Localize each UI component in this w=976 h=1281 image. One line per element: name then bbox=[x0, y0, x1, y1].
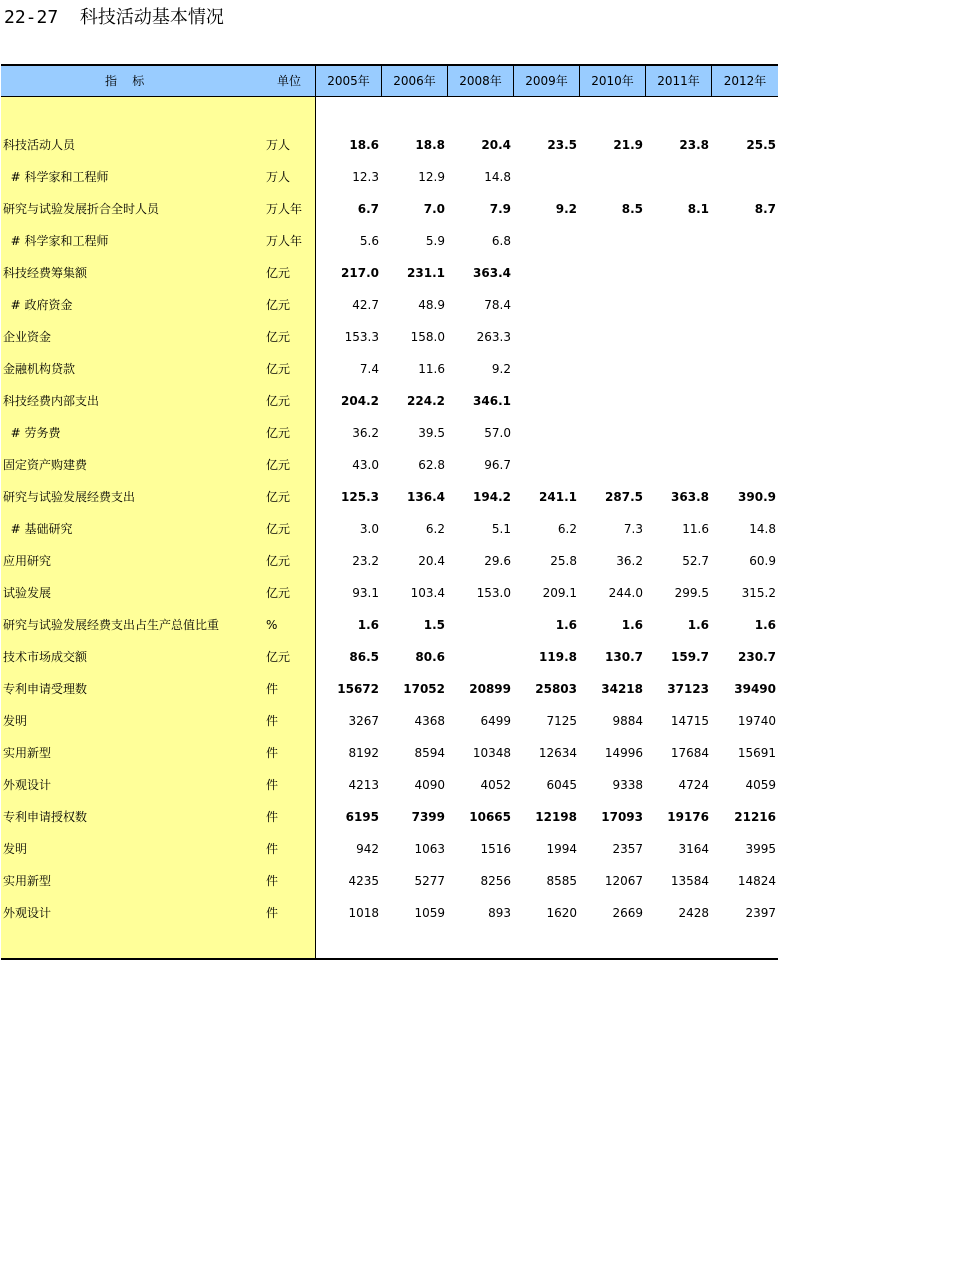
row-value: 29.6 bbox=[484, 554, 511, 568]
row-value: 1620 bbox=[546, 906, 577, 920]
table-row bbox=[1, 353, 778, 385]
table-row bbox=[1, 417, 778, 449]
row-unit: 亿元 bbox=[266, 394, 291, 408]
row-indicator: 实用新型 bbox=[3, 746, 52, 760]
row-value: 21216 bbox=[734, 810, 776, 824]
row-value: 390.9 bbox=[738, 490, 776, 504]
row-value: 52.7 bbox=[682, 554, 709, 568]
row-value: 119.8 bbox=[539, 650, 577, 664]
row-value: 7.4 bbox=[359, 362, 379, 376]
row-value: 2428 bbox=[678, 906, 709, 920]
row-value: 158.0 bbox=[410, 330, 445, 344]
row-unit: 万人 bbox=[266, 170, 291, 184]
row-value: 6499 bbox=[480, 714, 511, 728]
row-value: 363.4 bbox=[473, 266, 511, 280]
row-value: 6045 bbox=[546, 778, 577, 792]
header-year: 2008年 bbox=[447, 64, 513, 97]
row-value: 18.6 bbox=[349, 138, 379, 152]
row-value: 4235 bbox=[348, 874, 379, 888]
row-value: 2357 bbox=[612, 842, 643, 856]
row-value: 299.5 bbox=[674, 586, 709, 600]
row-indicator: 实用新型 bbox=[3, 874, 52, 888]
row-value: 3164 bbox=[678, 842, 709, 856]
row-value: 18.8 bbox=[415, 138, 445, 152]
row-value: 3267 bbox=[348, 714, 379, 728]
row-unit: 亿元 bbox=[266, 586, 291, 600]
row-indicator: 外观设计 bbox=[3, 778, 52, 792]
row-value: 80.6 bbox=[415, 650, 445, 664]
row-value: 1059 bbox=[414, 906, 445, 920]
row-value: 4213 bbox=[348, 778, 379, 792]
row-value: 2397 bbox=[745, 906, 776, 920]
row-value: 9884 bbox=[612, 714, 643, 728]
data-table bbox=[1, 64, 778, 960]
row-indicator: 固定资产购建费 bbox=[3, 458, 88, 472]
row-indicator: 科技经费内部支出 bbox=[3, 394, 100, 408]
row-value: 5.1 bbox=[491, 522, 511, 536]
row-indicator: # 科学家和工程师 bbox=[3, 234, 109, 248]
row-value: 14715 bbox=[670, 714, 709, 728]
row-value: 153.3 bbox=[344, 330, 379, 344]
row-indicator: 发明 bbox=[3, 842, 28, 856]
row-value: 62.8 bbox=[418, 458, 445, 472]
header-year: 2012年 bbox=[711, 64, 778, 97]
row-unit: 件 bbox=[266, 746, 279, 760]
row-unit: 亿元 bbox=[266, 426, 291, 440]
row-value: 6.8 bbox=[491, 234, 511, 248]
row-value: 6.7 bbox=[357, 202, 379, 216]
table-row bbox=[1, 833, 778, 865]
row-value: 20.4 bbox=[418, 554, 445, 568]
row-unit: 万人 bbox=[266, 138, 291, 152]
table-row bbox=[1, 545, 778, 577]
row-value: 893 bbox=[488, 906, 511, 920]
row-value: 5.9 bbox=[425, 234, 445, 248]
row-value: 39490 bbox=[734, 682, 776, 696]
table-row bbox=[1, 705, 778, 737]
row-value: 363.8 bbox=[671, 490, 709, 504]
row-value: 23.8 bbox=[679, 138, 709, 152]
row-indicator: 外观设计 bbox=[3, 906, 52, 920]
row-value: 48.9 bbox=[418, 298, 445, 312]
row-value: 244.0 bbox=[608, 586, 643, 600]
header-year: 2006年 bbox=[381, 64, 447, 97]
table-row bbox=[1, 257, 778, 289]
row-value: 14996 bbox=[604, 746, 643, 760]
row-value: 39.5 bbox=[418, 426, 445, 440]
row-indicator: # 基础研究 bbox=[3, 522, 73, 536]
row-unit: 亿元 bbox=[266, 458, 291, 472]
row-value: 20.4 bbox=[481, 138, 511, 152]
row-value: 287.5 bbox=[605, 490, 643, 504]
row-value: 136.4 bbox=[407, 490, 445, 504]
row-value: 7125 bbox=[546, 714, 577, 728]
header-year: 2009年 bbox=[513, 64, 579, 97]
row-value: 8.5 bbox=[621, 202, 643, 216]
row-value: 23.2 bbox=[352, 554, 379, 568]
row-value: 11.6 bbox=[682, 522, 709, 536]
row-value: 21.9 bbox=[613, 138, 643, 152]
row-unit: 件 bbox=[266, 682, 279, 696]
row-unit: 件 bbox=[266, 810, 279, 824]
page-title: 22-27 科技活动基本情况 bbox=[4, 7, 224, 28]
row-value: 93.1 bbox=[352, 586, 379, 600]
row-unit: 亿元 bbox=[266, 490, 291, 504]
table-row bbox=[1, 321, 778, 353]
row-value: 19740 bbox=[737, 714, 776, 728]
row-value: 8585 bbox=[546, 874, 577, 888]
row-value: 1018 bbox=[348, 906, 379, 920]
row-unit: 件 bbox=[266, 842, 279, 856]
table-row bbox=[1, 577, 778, 609]
row-value: 153.0 bbox=[476, 586, 511, 600]
row-value: 4090 bbox=[414, 778, 445, 792]
row-value: 3995 bbox=[745, 842, 776, 856]
row-value: 37123 bbox=[667, 682, 709, 696]
row-value: 194.2 bbox=[473, 490, 511, 504]
row-value: 1.5 bbox=[423, 618, 445, 632]
row-value: 4368 bbox=[414, 714, 445, 728]
row-value: 12634 bbox=[538, 746, 577, 760]
row-value: 78.4 bbox=[484, 298, 511, 312]
table-row bbox=[1, 897, 778, 929]
row-value: 8.1 bbox=[687, 202, 709, 216]
row-unit: 亿元 bbox=[266, 330, 291, 344]
table-row bbox=[1, 673, 778, 705]
row-value: 36.2 bbox=[352, 426, 379, 440]
row-indicator: 金融机构贷款 bbox=[3, 362, 76, 376]
table-row bbox=[1, 609, 778, 641]
table-row bbox=[1, 481, 778, 513]
row-value: 4052 bbox=[480, 778, 511, 792]
row-value: 4724 bbox=[678, 778, 709, 792]
row-value: 9.2 bbox=[555, 202, 577, 216]
header-unit: 单位 bbox=[277, 74, 302, 88]
row-value: 1.6 bbox=[687, 618, 709, 632]
row-unit: 件 bbox=[266, 906, 279, 920]
row-value: 263.3 bbox=[476, 330, 511, 344]
table-row bbox=[1, 193, 778, 225]
row-value: 86.5 bbox=[349, 650, 379, 664]
row-value: 15672 bbox=[337, 682, 379, 696]
row-value: 10665 bbox=[469, 810, 511, 824]
row-value: 209.1 bbox=[542, 586, 577, 600]
row-value: 19176 bbox=[667, 810, 709, 824]
row-indicator: 科技经费筹集额 bbox=[3, 266, 88, 280]
row-indicator: 发明 bbox=[3, 714, 28, 728]
row-unit: % bbox=[266, 618, 278, 632]
row-value: 1.6 bbox=[754, 618, 776, 632]
row-value: 1.6 bbox=[357, 618, 379, 632]
table-row bbox=[1, 129, 778, 161]
row-value: 2669 bbox=[612, 906, 643, 920]
row-value: 23.5 bbox=[547, 138, 577, 152]
row-value: 159.7 bbox=[671, 650, 709, 664]
row-unit: 亿元 bbox=[266, 298, 291, 312]
table-row bbox=[1, 737, 778, 769]
row-value: 57.0 bbox=[484, 426, 511, 440]
row-indicator: 专利申请授权数 bbox=[3, 810, 88, 824]
row-value: 8594 bbox=[414, 746, 445, 760]
row-indicator: 技术市场成交额 bbox=[3, 650, 88, 664]
table-row bbox=[1, 161, 778, 193]
header-year: 2005年 bbox=[315, 64, 381, 97]
row-value: 1994 bbox=[546, 842, 577, 856]
row-value: 25.8 bbox=[550, 554, 577, 568]
row-value: 1063 bbox=[414, 842, 445, 856]
row-unit: 件 bbox=[266, 714, 279, 728]
row-unit: 万人年 bbox=[266, 234, 303, 248]
row-value: 60.9 bbox=[749, 554, 776, 568]
row-value: 17093 bbox=[601, 810, 643, 824]
row-value: 9.2 bbox=[491, 362, 511, 376]
row-value: 217.0 bbox=[341, 266, 379, 280]
row-value: 7.3 bbox=[623, 522, 643, 536]
row-indicator: 研究与试验发展经费支出占生产总值比重 bbox=[3, 618, 220, 632]
header-year: 2011年 bbox=[645, 64, 711, 97]
row-value: 9338 bbox=[612, 778, 643, 792]
table-row bbox=[1, 769, 778, 801]
row-value: 25.5 bbox=[746, 138, 776, 152]
row-value: 7.0 bbox=[423, 202, 445, 216]
table-row bbox=[1, 289, 778, 321]
row-value: 20899 bbox=[469, 682, 511, 696]
row-value: 12.9 bbox=[418, 170, 445, 184]
row-value: 1.6 bbox=[555, 618, 577, 632]
row-unit: 亿元 bbox=[266, 650, 291, 664]
row-value: 130.7 bbox=[605, 650, 643, 664]
row-value: 17052 bbox=[403, 682, 445, 696]
row-unit: 万人年 bbox=[266, 202, 303, 216]
row-value: 25803 bbox=[535, 682, 577, 696]
row-value: 8256 bbox=[480, 874, 511, 888]
row-value: 14.8 bbox=[484, 170, 511, 184]
row-value: 36.2 bbox=[616, 554, 643, 568]
row-unit: 亿元 bbox=[266, 522, 291, 536]
row-value: 96.7 bbox=[484, 458, 511, 472]
table-row bbox=[1, 865, 778, 897]
row-value: 224.2 bbox=[407, 394, 445, 408]
row-value: 15691 bbox=[737, 746, 776, 760]
table-row bbox=[1, 801, 778, 833]
row-value: 42.7 bbox=[352, 298, 379, 312]
header-indicator-unit-cell bbox=[1, 64, 315, 97]
row-value: 1.6 bbox=[621, 618, 643, 632]
row-value: 7.9 bbox=[489, 202, 511, 216]
row-unit: 亿元 bbox=[266, 266, 291, 280]
table-row bbox=[1, 225, 778, 257]
row-indicator: # 政府资金 bbox=[3, 298, 73, 312]
row-unit: 件 bbox=[266, 874, 279, 888]
row-value: 12.3 bbox=[352, 170, 379, 184]
row-value: 315.2 bbox=[741, 586, 776, 600]
row-value: 241.1 bbox=[539, 490, 577, 504]
row-value: 204.2 bbox=[341, 394, 379, 408]
row-indicator: # 科学家和工程师 bbox=[3, 170, 109, 184]
table-row bbox=[1, 513, 778, 545]
row-value: 3.0 bbox=[359, 522, 379, 536]
row-indicator: # 劳务费 bbox=[3, 426, 61, 440]
row-value: 5277 bbox=[414, 874, 445, 888]
header-year: 2010年 bbox=[579, 64, 645, 97]
row-indicator: 试验发展 bbox=[3, 586, 52, 600]
row-unit: 亿元 bbox=[266, 554, 291, 568]
row-indicator: 科技活动人员 bbox=[3, 138, 76, 152]
row-value: 11.6 bbox=[418, 362, 445, 376]
row-value: 10348 bbox=[472, 746, 511, 760]
row-value: 346.1 bbox=[473, 394, 511, 408]
row-value: 34218 bbox=[601, 682, 643, 696]
row-value: 103.4 bbox=[410, 586, 445, 600]
row-indicator: 研究与试验发展折合全时人员 bbox=[3, 202, 160, 216]
row-value: 13584 bbox=[670, 874, 709, 888]
row-indicator: 研究与试验发展经费支出 bbox=[3, 490, 136, 504]
row-value: 12067 bbox=[604, 874, 643, 888]
row-value: 7399 bbox=[411, 810, 445, 824]
row-indicator: 企业资金 bbox=[3, 330, 52, 344]
row-unit: 亿元 bbox=[266, 362, 291, 376]
row-value: 942 bbox=[356, 842, 379, 856]
row-value: 6195 bbox=[345, 810, 379, 824]
row-value: 1516 bbox=[480, 842, 511, 856]
row-value: 43.0 bbox=[352, 458, 379, 472]
row-value: 17684 bbox=[670, 746, 709, 760]
row-indicator: 专利申请受理数 bbox=[3, 682, 88, 696]
row-unit: 件 bbox=[266, 778, 279, 792]
row-value: 6.2 bbox=[425, 522, 445, 536]
table-row bbox=[1, 641, 778, 673]
row-indicator: 应用研究 bbox=[3, 554, 52, 568]
row-value: 231.1 bbox=[407, 266, 445, 280]
row-value: 125.3 bbox=[341, 490, 379, 504]
row-value: 8.7 bbox=[754, 202, 776, 216]
row-value: 6.2 bbox=[557, 522, 577, 536]
row-value: 5.6 bbox=[359, 234, 379, 248]
row-value: 4059 bbox=[745, 778, 776, 792]
table-row bbox=[1, 385, 778, 417]
row-value: 8192 bbox=[348, 746, 379, 760]
row-value: 14.8 bbox=[749, 522, 776, 536]
row-value: 14824 bbox=[737, 874, 776, 888]
row-value: 12198 bbox=[535, 810, 577, 824]
header-indicator: 指 标 bbox=[105, 74, 145, 88]
row-value: 230.7 bbox=[738, 650, 776, 664]
table-row bbox=[1, 449, 778, 481]
